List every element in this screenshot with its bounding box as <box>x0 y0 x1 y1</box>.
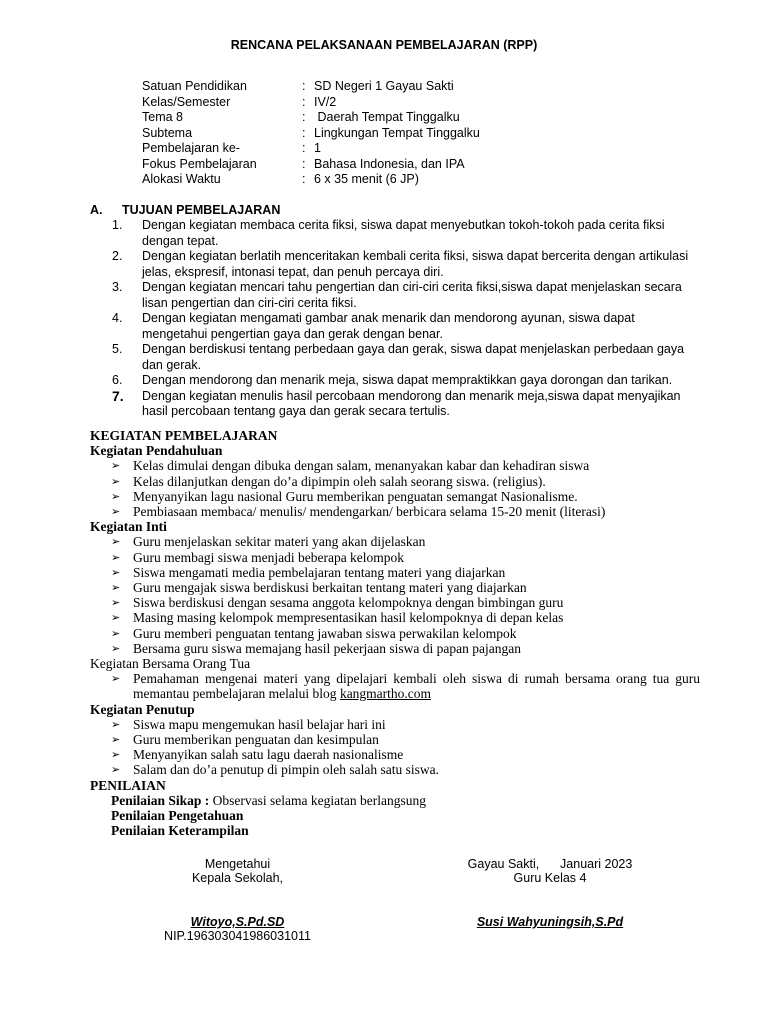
document-title: RENCANA PELAKSANAAN PEMBELAJARAN (RPP) <box>230 38 538 52</box>
identity-value: 6 x 35 menit (6 JP) <box>314 172 419 186</box>
list-item-text: Siswa mengamati media pembelajaran tentang materi yang diajarkan <box>133 564 506 580</box>
goal-number: 4. <box>112 311 123 325</box>
list-item-text: Pembiasaan membaca/ menulis/ mendengarkan/ berbicara selama 15-20 menit (literasi) <box>133 504 606 520</box>
list-item <box>90 580 700 595</box>
identity-colon: : <box>302 79 306 93</box>
arrow-bullet-icon: ➢ <box>111 535 121 549</box>
identity-colon: : <box>302 156 306 171</box>
arrow-bullet-icon: ➢ <box>111 641 121 655</box>
list-item <box>90 732 700 747</box>
arrow-bullet-icon: ➢ <box>111 505 121 519</box>
arrow-bullet-icon: ➢ <box>111 550 121 564</box>
goal-text: Dengan kegiatan membaca cerita fiksi, siswa dapat menyebutkan tokoh-tokoh pada cerita fiksi dengan tepat. <box>142 218 665 248</box>
arrow-bullet-icon: ➢ <box>111 626 121 640</box>
goal-item <box>112 342 692 373</box>
identity-label: Kelas/Semester <box>142 94 231 109</box>
goal-number: 6. <box>112 373 123 387</box>
list-item-text: Bersama guru siswa memajang hasil pekerjaan siswa di papan pajangan <box>133 640 521 656</box>
list-item <box>90 504 700 519</box>
goal-item <box>112 373 692 389</box>
list-item <box>90 717 700 732</box>
identity-colon: : <box>302 110 306 124</box>
goal-item <box>112 389 692 420</box>
list-item-text: Guru menjelaskan sekitar materi yang akan dijelaskan <box>133 534 426 550</box>
list-item <box>90 565 700 580</box>
goal-text: Dengan kegiatan mengamati gambar anak menarik dan mendorong ayunan, siswa dapat mengetahui pengertian gaya dan gerak dengan benar. <box>142 311 635 341</box>
principal-name: Witoyo,S.Pd.SD <box>190 915 285 929</box>
learning-goals-list <box>112 218 692 420</box>
signature-right <box>460 857 640 929</box>
activities-section <box>90 428 700 838</box>
parent-activities-title: Kegiatan Bersama Orang Tua <box>90 656 251 672</box>
goal-item <box>112 311 692 342</box>
identity-value: Daerah Tempat Tinggalku <box>314 110 460 124</box>
identity-label: Fokus Pembelajaran <box>142 156 257 171</box>
identity-label: Satuan Pendidikan <box>142 79 247 93</box>
list-item <box>90 610 700 625</box>
attitude-assessment <box>90 793 700 808</box>
goal-text: Dengan kegiatan menulis hasil percobaan mendorong dan menarik meja,siswa dapat menyajikan hasil percobaan tentang gaya dan gerak secara tertulis. <box>142 388 681 418</box>
goal-text: Dengan berdiskusi tentang perbedaan gaya dan gerak, siswa dapat menjelaskan perbedaan gaya dan gerak. <box>142 342 685 372</box>
arrow-bullet-icon: ➢ <box>111 474 121 488</box>
opening-activities-list <box>90 458 700 519</box>
core-activities-list <box>90 534 700 656</box>
list-item-text: Siswa mapu mengemukan hasil belajar hari ini <box>133 716 386 732</box>
list-item <box>90 474 700 489</box>
arrow-bullet-icon: ➢ <box>111 717 121 731</box>
attitude-assessment-label: Penilaian Sikap : <box>111 792 210 808</box>
list-item-text: Kelas dimulai dengan dibuka dengan salam, menanyakan kabar dan kehadiran siswa <box>133 458 590 474</box>
opening-activities-title: Kegiatan Pendahuluan <box>90 443 223 459</box>
parent-activities-list <box>90 671 700 701</box>
list-item-text: Salam dan do’a penutup di pimpin oleh salah satu siswa. <box>133 762 439 778</box>
list-item-text: Menyanyikan salah satu lagu daerah nasionalisme <box>133 747 404 763</box>
list-item <box>90 595 700 610</box>
arrow-bullet-icon: ➢ <box>111 763 121 777</box>
list-item <box>90 550 700 565</box>
identity-value: 1 <box>314 141 321 155</box>
section-a-heading <box>90 203 280 217</box>
core-activities-title: Kegiatan Inti <box>90 519 167 535</box>
arrow-bullet-icon: ➢ <box>111 459 121 473</box>
identity-colon: : <box>302 125 306 140</box>
goal-number: 5. <box>112 342 123 356</box>
goal-number: 2. <box>112 249 123 263</box>
list-item-text: Menyanyikan lagu nasional Guru memberikan penguatan semangat Nasionalisme. <box>133 488 578 504</box>
principal-nip: NIP.196303041986031011 <box>164 929 311 943</box>
closing-activities-title: Kegiatan Penutup <box>90 701 195 717</box>
list-item <box>90 458 700 473</box>
arrow-bullet-icon: ➢ <box>111 672 121 686</box>
identity-colon: : <box>302 94 306 109</box>
list-item <box>90 747 700 762</box>
identity-value: SD Negeri 1 Gayau Sakti <box>314 79 454 93</box>
list-item <box>90 762 700 777</box>
list-item-text: Guru memberikan penguatan dan kesimpulan <box>133 732 379 748</box>
list-item <box>90 626 700 641</box>
assessment-heading: PENILAIAN <box>90 777 166 793</box>
arrow-bullet-icon: ➢ <box>111 596 121 610</box>
list-item <box>90 671 700 701</box>
identity-colon: : <box>302 141 306 155</box>
identity-colon: : <box>302 172 306 186</box>
arrow-bullet-icon: ➢ <box>111 489 121 503</box>
list-item-text: Masing masing kelompok mempresentasikan hasil kelompoknya di depan kelas <box>133 610 564 626</box>
signature-left <box>150 857 325 943</box>
closing-activities-list <box>90 717 700 778</box>
list-item <box>90 534 700 549</box>
section-a-letter: A. <box>90 203 103 217</box>
place-date: Gayau Sakti, Januari 2023 <box>467 857 633 871</box>
list-item <box>90 489 700 504</box>
goal-text: Dengan kegiatan mencari tahu pengertian dan ciri-ciri cerita fiksi,siswa dapat menjelaskan secara lisan pengertian dan ciri-ciri cerita fiksi. <box>142 280 682 310</box>
list-item-text: Siswa berdiskusi dengan sesama anggota kelompoknya dengan bimbingan guru <box>133 595 564 611</box>
teacher-label: Guru Kelas 4 <box>513 871 587 885</box>
attitude-assessment-text: Observasi selama kegiatan berlangsung <box>209 792 426 808</box>
acknowledged-label: Mengetahui <box>204 857 271 871</box>
goal-item <box>112 280 692 311</box>
activities-heading: KEGIATAN PEMBELAJARAN <box>90 428 278 443</box>
identity-label: Pembelajaran ke- <box>142 141 240 155</box>
identity-label: Alokasi Waktu <box>142 172 221 186</box>
goal-number: 1. <box>112 218 123 232</box>
goal-text: Dengan mendorong dan menarik meja, siswa dapat mempraktikkan gaya dorongan dan tarikan. <box>142 373 673 387</box>
knowledge-assessment: Penilaian Pengetahuan <box>111 808 244 824</box>
identity-label: Tema 8 <box>142 110 183 124</box>
goal-text: Dengan kegiatan berlatih menceritakan kembali cerita fiksi, siswa dapat bercerita dengan artikulasi jelas, ekspresif, intonasi tepat, dan penuh percaya diri. <box>142 249 689 279</box>
goal-number: 3. <box>112 280 123 294</box>
principal-label: Kepala Sekolah, <box>191 871 284 885</box>
goal-item <box>112 249 692 280</box>
list-item-text: Kelas dilanjutkan dengan do’a dipimpin oleh salah seorang siswa. (religius). <box>133 473 546 489</box>
goal-item <box>112 218 692 249</box>
list-item <box>90 641 700 656</box>
skills-assessment: Penilaian Keterampilan <box>111 823 249 839</box>
arrow-bullet-icon: ➢ <box>111 581 121 595</box>
identity-value: IV/2 <box>314 94 337 109</box>
arrow-bullet-icon: ➢ <box>111 748 121 762</box>
list-item-text: Guru memberi penguatan tentang jawaban siswa perwakilan kelompok <box>133 625 517 641</box>
identity-value: Bahasa Indonesia, dan IPA <box>314 156 465 171</box>
list-item-text: Guru membagi siswa menjadi beberapa kelompok <box>133 549 405 565</box>
identity-label: Subtema <box>142 125 193 140</box>
blog-link[interactable]: kangmartho.com <box>339 686 432 702</box>
teacher-name: Susi Wahyuningsih,S.Pd <box>476 915 624 929</box>
parent-activity-text: Pemahaman mengenai materi yang dipelajari kembali oleh siswa di rumah bersama orang tua guru memantau pembelajaran melalui blog <box>133 671 700 702</box>
goal-number: 7. <box>112 387 124 404</box>
arrow-bullet-icon: ➢ <box>111 611 121 625</box>
section-a-title: TUJUAN PEMBELAJARAN <box>122 203 281 217</box>
arrow-bullet-icon: ➢ <box>111 733 121 747</box>
list-item-text: Guru mengajak siswa berdiskusi berkaitan tentang materi yang diajarkan <box>133 580 527 596</box>
identity-value: Lingkungan Tempat Tinggalku <box>314 125 480 140</box>
arrow-bullet-icon: ➢ <box>111 565 121 579</box>
